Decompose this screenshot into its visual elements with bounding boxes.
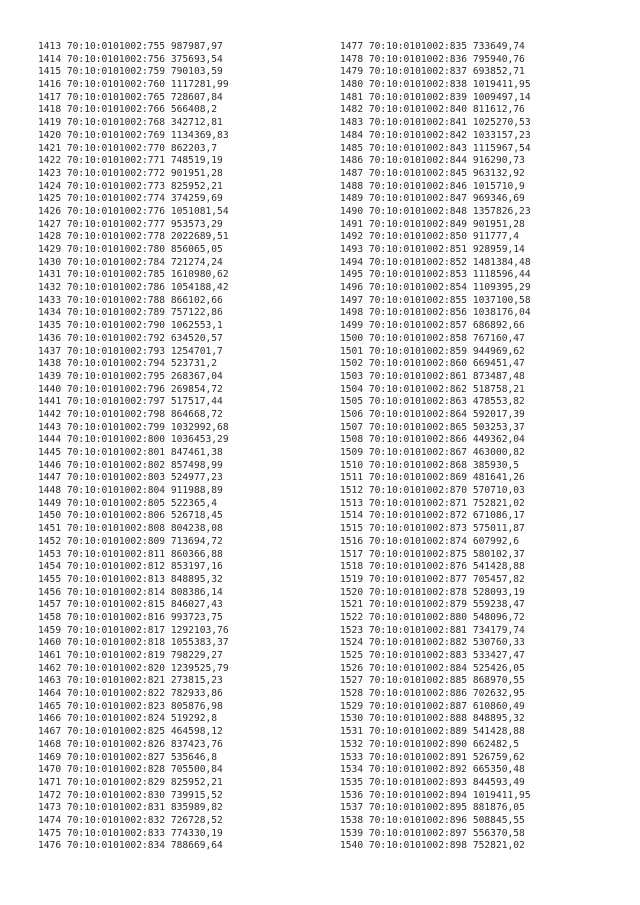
table-row: 1477 70:10:0101002:835 733649,74	[340, 41, 525, 52]
table-row: 1443 70:10:0101002:799 1032992,68	[38, 421, 229, 433]
table-row: 1525 70:10:0101002:883 533427,47	[340, 650, 525, 661]
table-row: 1492 70:10:0101002:850 911777,4	[340, 231, 520, 243]
table-row: 1465 70:10:0101002:823 805876,98	[38, 700, 223, 712]
table-row: 1506 70:10:0101002:864 592017,39	[340, 408, 525, 420]
table-row: 1534 70:10:0101002:892 665350,48	[340, 764, 525, 776]
table-row: 1476 70:10:0101002:834 788669,64	[38, 840, 223, 852]
table-row: 1479 70:10:0101002:837 693852,71	[340, 66, 525, 78]
table-row: 1491 70:10:0101002:849 901951,28	[340, 218, 525, 230]
table-row: 1452 70:10:0101002:809 713694,72	[38, 535, 223, 547]
table-row: 1448 70:10:0101002:804 911988,89	[38, 485, 223, 497]
table-row: 1459 70:10:0101002:817 1292103,76	[38, 624, 229, 636]
table-row: 1450 70:10:0101002:806 526718,45	[38, 510, 223, 522]
table-row: 1483 70:10:0101002:841 1025270,53	[340, 117, 531, 129]
table-row: 1500 70:10:0101002:858 767160,47	[340, 332, 525, 344]
table-row: 1438 70:10:0101002:794 523731,2	[38, 358, 218, 370]
table-row: 1540 70:10:0101002:898 752821,02	[340, 840, 525, 852]
table-row: 1487 70:10:0101002:845 963132,92	[340, 167, 525, 179]
table-row: 1433 70:10:0101002:788 866102,66	[38, 294, 223, 306]
table-row: 1504 70:10:0101002:862 518758,21	[340, 383, 525, 395]
table-row: 1440 70:10:0101002:796 269854,72	[38, 383, 223, 395]
table-row: 1471 70:10:0101002:829 825952,21	[38, 776, 223, 788]
table-row: 1416 70:10:0101002:760 1117281,99	[38, 79, 229, 91]
table-row: 1523 70:10:0101002:881 734179,74	[340, 624, 525, 636]
table-row: 1489 70:10:0101002:847 969346,69	[340, 193, 525, 205]
table-row: 1454 70:10:0101002:812 853197,16	[38, 561, 223, 573]
table-row: 1414 70:10:0101002:756 375693,54	[38, 53, 223, 65]
table-row: 1428 70:10:0101002:778 2022689,51	[38, 231, 229, 243]
table-row: 1423 70:10:0101002:772 901951,28	[38, 167, 223, 179]
table-row: 1498 70:10:0101002:856 1038176,04	[340, 307, 531, 319]
table-row: 1482 70:10:0101002:840 811612,76	[340, 104, 525, 116]
table-row: 1497 70:10:0101002:855 1037100,58	[340, 294, 531, 306]
table-row: 1463 70:10:0101002:821 273815,23	[38, 675, 223, 687]
table-row: 1528 70:10:0101002:886 702632,95	[340, 688, 525, 700]
table-row: 1474 70:10:0101002:832 726728,52	[38, 814, 223, 826]
table-row: 1417 70:10:0101002:765 728607,84	[38, 91, 223, 103]
table-row: 1469 70:10:0101002:827 535646,8	[38, 751, 218, 763]
table-row: 1501 70:10:0101002:859 944969,62	[340, 345, 525, 357]
table-row: 1511 70:10:0101002:869 481641,26	[340, 472, 525, 484]
table-row: 1460 70:10:0101002:818 1055383,37	[38, 637, 229, 649]
table-row: 1532 70:10:0101002:890 662482,5	[340, 738, 520, 750]
table-row: 1522 70:10:0101002:880 548096,72	[340, 611, 525, 623]
table-row: 1493 70:10:0101002:851 928959,14	[340, 244, 525, 255]
table-row: 1507 70:10:0101002:865 503253,37	[340, 421, 525, 433]
table-row: 1431 70:10:0101002:785 1610980,62	[38, 269, 229, 281]
table-row: 1464 70:10:0101002:822 782933,86	[38, 688, 223, 700]
table-row: 1472 70:10:0101002:830 739915,52	[38, 789, 223, 801]
table-row: 1538 70:10:0101002:896 508845,55	[340, 814, 525, 826]
table-row: 1535 70:10:0101002:893 844593,49	[340, 776, 525, 788]
table-row: 1490 70:10:0101002:848 1357826,23	[340, 205, 531, 217]
table-row: 1468 70:10:0101002:826 837423,76	[38, 738, 223, 750]
table-row: 1505 70:10:0101002:863 478553,82	[340, 396, 525, 408]
table-row: 1458 70:10:0101002:816 993723,75	[38, 611, 223, 623]
table-row: 1413 70:10:0101002:755 987987,97	[38, 41, 223, 52]
table-row: 1496 70:10:0101002:854 1109395,29	[340, 282, 531, 294]
table-row: 1462 70:10:0101002:820 1239525,79	[38, 662, 229, 674]
table-row: 1533 70:10:0101002:891 526759,62	[340, 751, 525, 763]
table-row: 1473 70:10:0101002:831 835989,82	[38, 802, 223, 814]
table-row: 1439 70:10:0101002:795 268367,04	[38, 370, 223, 382]
table-row: 1539 70:10:0101002:897 556370,58	[340, 827, 525, 839]
table-row: 1444 70:10:0101002:800 1036453,29	[38, 434, 229, 446]
table-row: 1499 70:10:0101002:857 686892,66	[340, 320, 525, 332]
table-row: 1481 70:10:0101002:839 1009497,14	[340, 91, 531, 103]
table-row: 1419 70:10:0101002:768 342712,81	[38, 117, 223, 129]
table-row: 1421 70:10:0101002:770 862203,7	[38, 142, 218, 154]
table-row: 1484 70:10:0101002:842 1033157,23	[340, 129, 531, 141]
table-row: 1516 70:10:0101002:874 607992,6	[340, 535, 520, 547]
table-row: 1457 70:10:0101002:815 846027,43	[38, 599, 223, 611]
table-row: 1524 70:10:0101002:882 530760,33	[340, 637, 525, 649]
table-row: 1510 70:10:0101002:868 385930,5	[340, 459, 520, 471]
table-row: 1508 70:10:0101002:866 449362,04	[340, 434, 525, 446]
table-row: 1527 70:10:0101002:885 868970,55	[340, 675, 525, 687]
table-row: 1451 70:10:0101002:808 804238,08	[38, 523, 223, 535]
table-row: 1447 70:10:0101002:803 524977,23	[38, 472, 223, 484]
table-row: 1434 70:10:0101002:789 757122,86	[38, 307, 223, 319]
table-row: 1519 70:10:0101002:877 705457,82	[340, 573, 525, 585]
table-row: 1429 70:10:0101002:780 856065,05	[38, 244, 223, 255]
table-row: 1502 70:10:0101002:860 669451,47	[340, 358, 525, 370]
table-row: 1426 70:10:0101002:776 1051081,54	[38, 205, 229, 217]
table-row: 1512 70:10:0101002:870 570710,03	[340, 485, 525, 497]
table-row: 1418 70:10:0101002:766 566408,2	[38, 104, 218, 116]
table-row: 1536 70:10:0101002:894 1019411,95	[340, 789, 531, 801]
table-row: 1531 70:10:0101002:889 541428,88	[340, 726, 525, 738]
table-row: 1466 70:10:0101002:824 519292,8	[38, 713, 218, 725]
table-row: 1435 70:10:0101002:790 1062553,1	[38, 320, 223, 332]
table-row: 1480 70:10:0101002:838 1019411,95	[340, 79, 531, 91]
table-row: 1425 70:10:0101002:774 374259,69	[38, 193, 223, 205]
table-row: 1515 70:10:0101002:873 575011,87	[340, 523, 525, 535]
table-row: 1456 70:10:0101002:814 808386,14	[38, 586, 223, 598]
table-row: 1537 70:10:0101002:895 881876,05	[340, 802, 525, 814]
table-row: 1503 70:10:0101002:861 873487,48	[340, 370, 525, 382]
table-row: 1517 70:10:0101002:875 580102,37	[340, 548, 525, 560]
table-row: 1486 70:10:0101002:844 916290,73	[340, 155, 525, 167]
table-row: 1427 70:10:0101002:777 953573,29	[38, 218, 223, 230]
table-row: 1514 70:10:0101002:872 671086,17	[340, 510, 525, 522]
table-row: 1445 70:10:0101002:801 847461,38	[38, 447, 223, 458]
table-row: 1437 70:10:0101002:793 1254701,7	[38, 345, 223, 357]
table-row: 1526 70:10:0101002:884 525426,05	[340, 662, 525, 674]
table-row: 1449 70:10:0101002:805 522365,4	[38, 497, 218, 509]
table-row: 1494 70:10:0101002:852 1481384,48	[340, 256, 531, 268]
table-row: 1441 70:10:0101002:797 517517,44	[38, 396, 223, 408]
table-row: 1415 70:10:0101002:759 790103,59	[38, 66, 223, 78]
table-row: 1446 70:10:0101002:802 857498,99	[38, 459, 223, 471]
table-row: 1467 70:10:0101002:825 464598,12	[38, 726, 223, 738]
right-column	[340, 41, 531, 853]
table-row: 1470 70:10:0101002:828 705500,84	[38, 764, 223, 776]
table-row: 1475 70:10:0101002:833 774330,19	[38, 827, 223, 839]
table-row: 1521 70:10:0101002:879 559238,47	[340, 599, 525, 611]
table-row: 1424 70:10:0101002:773 825952,21	[38, 180, 223, 192]
table-row: 1520 70:10:0101002:878 528093,19	[340, 586, 525, 598]
table-row: 1455 70:10:0101002:813 848895,32	[38, 573, 223, 585]
table-row: 1478 70:10:0101002:836 795940,76	[340, 53, 525, 65]
table-row: 1518 70:10:0101002:876 541428,88	[340, 561, 525, 573]
table-row: 1430 70:10:0101002:784 721274,24	[38, 256, 223, 268]
table-row: 1488 70:10:0101002:846 1015710,9	[340, 180, 525, 192]
table-row: 1461 70:10:0101002:819 798229,27	[38, 650, 223, 661]
left-column	[38, 41, 229, 853]
table-row: 1442 70:10:0101002:798 864668,72	[38, 408, 223, 420]
table-row: 1453 70:10:0101002:811 860366,88	[38, 548, 223, 560]
table-row: 1420 70:10:0101002:769 1134369,83	[38, 129, 229, 141]
table-row: 1513 70:10:0101002:871 752821,02	[340, 497, 525, 509]
table-row: 1509 70:10:0101002:867 463000,82	[340, 447, 525, 458]
table-row: 1436 70:10:0101002:792 634520,57	[38, 332, 223, 344]
table-row: 1422 70:10:0101002:771 748519,19	[38, 155, 223, 167]
table-row: 1529 70:10:0101002:887 610860,49	[340, 700, 525, 712]
table-row: 1495 70:10:0101002:853 1118596,44	[340, 269, 531, 281]
table-row: 1432 70:10:0101002:786 1054188,42	[38, 282, 229, 294]
table-row: 1485 70:10:0101002:843 1115967,54	[340, 142, 531, 154]
table-row: 1530 70:10:0101002:888 848895,32	[340, 713, 525, 725]
